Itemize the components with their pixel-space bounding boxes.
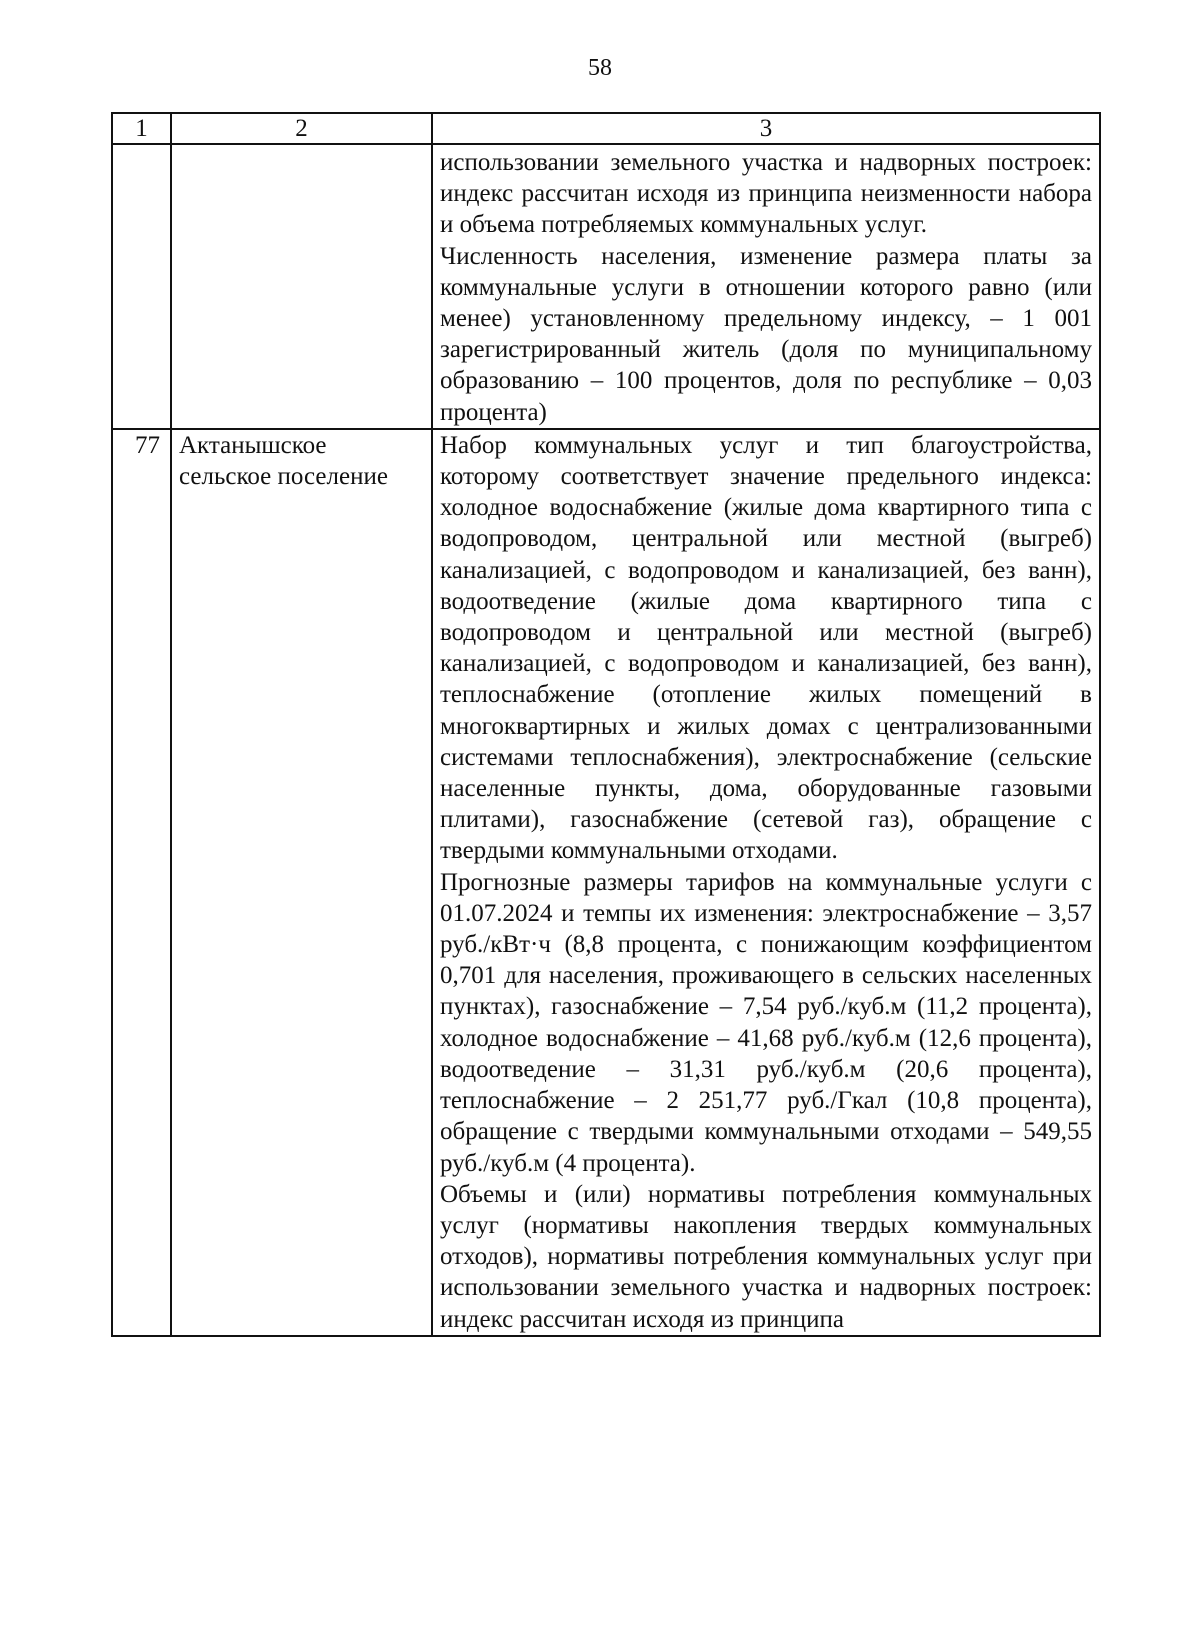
- column-header-3: 3: [432, 113, 1100, 144]
- description-cell: [432, 429, 1100, 1336]
- table-row: [112, 429, 1100, 1336]
- tariff-index-table: [111, 112, 1101, 1337]
- description-paragraph: Объемы и (или) нормативы потребления коммунальных услуг (нормативы накопления твердых коммунальных отходов), нормативы потребления коммунальных услуг при использовании земельного участка и надворных построек: индекс рассчитан исходя из принципа: [440, 1180, 1092, 1333]
- page-number: 58: [588, 55, 612, 81]
- municipality-name-cell: [171, 144, 432, 429]
- table-row: [112, 144, 1100, 429]
- row-number-cell: [112, 144, 171, 429]
- row-number-cell: 77: [112, 429, 171, 1336]
- column-header-1: 1: [112, 113, 171, 144]
- municipality-name-cell: Актанышское сельское поселение: [171, 429, 432, 1336]
- description-paragraph: Набор коммунальных услуг и тип благоустройства, которому соответствует значение предельного индекса: холодное водоснабжение (жилые дома квартирного типа с водопроводом, центральной или местной (выгреб) канализацией, с водопроводом и канализацией, без ванн), водоотведение (жилые дома квартирного типа с водопроводом и центральной или местной (выгреб) канализацией, с водопроводом и канализацией, без ванн), теплоснабжение (отопление жилых помещений в многоквартирных и жилых домах с централизованными системами теплоснабжения), электроснабжение (сельские населенные пункты, дома, оборудованные газовыми плитами), газоснабжение (сетевой газ), обращение с твердыми коммунальными отходами.: [440, 431, 1092, 865]
- table-header-row: [112, 113, 1100, 144]
- description-paragraph: использовании земельного участка и надворных построек: индекс рассчитан исходя из принципа неизменности набора и объема потребляемых коммунальных услуг.: [440, 149, 1092, 239]
- description-cell: [432, 144, 1100, 429]
- column-header-2: 2: [171, 113, 432, 144]
- description-paragraph: Прогнозные размеры тарифов на коммунальные услуги с 01.07.2024 и темпы их изменения: электроснабжение – 3,57 руб./кВт·ч (8,8 процента, с понижающим коэффициентом 0,701 для населения, проживающего в сельских населенных пунктах), газоснабжение – 7,54 руб./куб.м (11,2 процента), холодное водоснабжение – 41,68 руб./куб.м (12,6 процента), водоотведение – 31,31 руб./куб.м (20,6 процента), теплоснабжение – 2 251,77 руб./Гкал (10,8 процента), обращение с твердыми коммунальными отходами – 549,55 руб./куб.м (4 процента).: [440, 868, 1092, 1177]
- description-paragraph: Численность населения, изменение размера платы за коммунальные услуги в отношении которого равно (или менее) установленному предельному индексу, – 1 001 зарегистрированный житель (доля по муниципальному образованию – 100 процентов, доля по республике – 0,03 процента): [440, 242, 1092, 426]
